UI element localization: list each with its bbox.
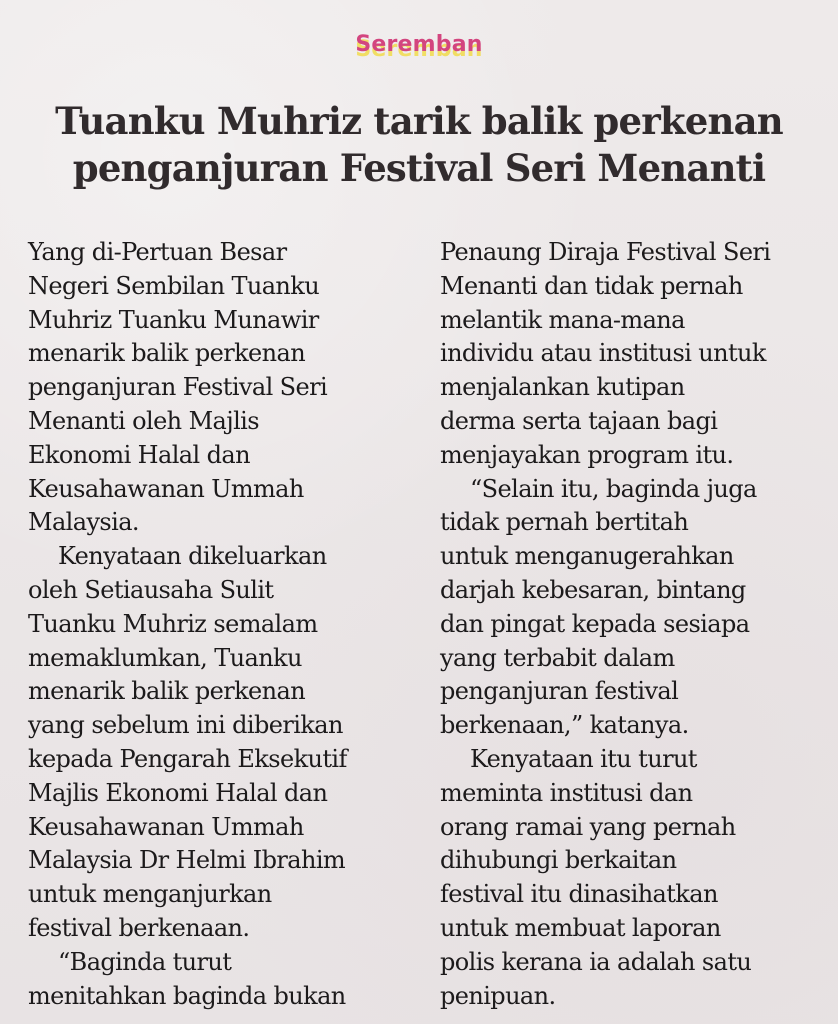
article-line: Malaysia.	[28, 508, 139, 537]
article-line: memaklumkan, Tuanku	[28, 643, 302, 672]
article-line: dihubungi berkaitan	[440, 846, 677, 875]
article-line: Negeri Sembilan Tuanku	[28, 271, 320, 300]
article-line: penganjuran festival	[440, 677, 679, 706]
article-line: orang ramai yang pernah	[440, 812, 736, 841]
article-line: menjalankan kutipan	[440, 373, 685, 402]
article-line: untuk menganjurkan	[28, 880, 272, 909]
article-line: oleh Setiausaha Sulit	[28, 575, 274, 604]
article-line: penganjuran Festival Seri	[28, 373, 328, 402]
article-line: Kenyataan itu turut	[470, 744, 697, 773]
article-line: berkenaan,” katanya.	[440, 711, 689, 740]
article-line: yang sebelum ini diberikan	[28, 711, 343, 740]
article-line: untuk membuat laporan	[440, 913, 721, 942]
article-line: yang terbabit dalam	[440, 643, 675, 672]
article-line: meminta institusi dan	[440, 778, 693, 807]
article-line: “Selain itu, baginda juga	[470, 474, 757, 503]
article-line: penipuan.	[440, 981, 556, 1010]
article-line: derma serta tajaan bagi	[440, 406, 718, 435]
article-line: polis kerana ia adalah satu	[440, 947, 752, 976]
article-line: melantik mana-mana	[440, 305, 685, 334]
article-line: festival berkenaan.	[28, 913, 250, 942]
article-line: menitahkan baginda bukan	[28, 981, 346, 1010]
article-line: Kenyataan dikeluarkan	[58, 542, 327, 571]
article-line: Majlis Ekonomi Halal dan	[28, 778, 328, 807]
article-line: Keusahawanan Ummah	[28, 474, 304, 503]
article-line: Tuanku Muhriz semalam	[28, 609, 318, 638]
article-line: Menanti dan tidak pernah	[440, 271, 743, 300]
headline-line-2: penganjuran Festival Seri Menanti	[72, 146, 766, 190]
article-line: kepada Pengarah Eksekutif	[28, 744, 347, 773]
headline	[20, 98, 818, 192]
article-line: tidak pernah bertitah	[440, 508, 689, 537]
article-line: Penaung Diraja Festival Seri	[440, 238, 771, 266]
article-line: darjah kebesaran, bintang	[440, 575, 746, 604]
article-line: menjayakan program itu.	[440, 440, 734, 469]
article-line: menarik balik perkenan	[28, 339, 306, 368]
article-line: menarik balik perkenan	[28, 677, 306, 706]
article-line: festival itu dinasihatkan	[440, 880, 718, 909]
article-line: Muhriz Tuanku Munawir	[28, 305, 319, 334]
article-line: Keusahawanan Ummah	[28, 812, 304, 841]
article-line: dan pingat kepada sesiapa	[440, 609, 750, 638]
article-line: “Baginda turut	[58, 947, 232, 976]
article-line: individu atau institusi untuk	[440, 339, 766, 368]
article-line: Malaysia Dr Helmi Ibrahim	[28, 846, 346, 875]
article-line: Yang di-Pertuan Besar	[28, 238, 287, 266]
article-column-left	[28, 236, 408, 1013]
article-line: Ekonomi Halal dan	[28, 440, 250, 469]
article-line: untuk menganugerahkan	[440, 542, 734, 571]
article-line: Menanti oleh Majlis	[28, 406, 259, 435]
article-column-right	[440, 236, 824, 1013]
headline-line-1: Tuanku Muhriz tarik balik perkenan	[55, 99, 783, 143]
section-kicker: Seremban	[355, 32, 483, 57]
